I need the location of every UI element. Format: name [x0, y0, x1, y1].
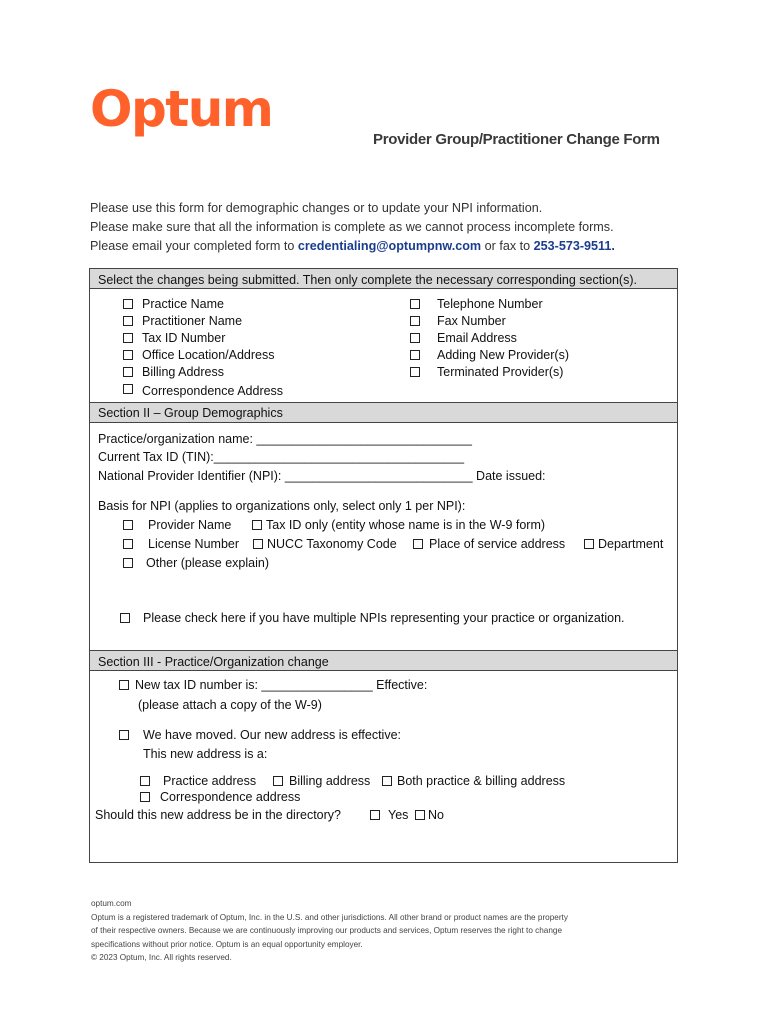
- intro-line-1: Please use this form for demographic changes or to update your NPI information.: [90, 201, 543, 215]
- label-fax-number: Fax Number: [437, 314, 506, 328]
- checkbox-new-tax-id[interactable]: [119, 680, 129, 690]
- label-other: Other (please explain): [146, 556, 269, 570]
- footer-specifications: specifications without prior notice. Optum is an equal opportunity employer.: [91, 939, 363, 949]
- label-provider-name: Provider Name: [148, 518, 232, 532]
- label-directory-no: No: [428, 808, 444, 822]
- label-terminated-provider: Terminated Provider(s): [437, 365, 564, 379]
- label-office-location: Office Location/Address: [142, 348, 275, 362]
- checkbox-license-number[interactable]: [123, 539, 133, 549]
- checkbox-office-location[interactable]: [123, 350, 133, 360]
- label-telephone-number: Telephone Number: [437, 297, 543, 311]
- footer-website[interactable]: optum.com: [91, 899, 132, 908]
- checkbox-other[interactable]: [123, 558, 133, 568]
- label-department: Department: [598, 537, 664, 551]
- directory-question: Should this new address be in the directory?: [95, 808, 341, 822]
- checkbox-practice-address[interactable]: [140, 776, 150, 786]
- label-email-address: Email Address: [437, 331, 517, 345]
- checkbox-we-have-moved[interactable]: [119, 730, 129, 740]
- intro-line-3-prefix: Please email your completed form to: [90, 239, 298, 253]
- label-correspondence-address: Correspondence Address: [142, 384, 284, 398]
- new-tax-id-field[interactable]: New tax ID number is: ________________ Effective:: [135, 678, 428, 692]
- footer-owners: of their respective owners. Because we are continuously improving our products and services, Optum reserves the right to change: [91, 926, 563, 936]
- checkbox-billing-address[interactable]: [123, 367, 133, 377]
- checkbox-practice-name[interactable]: [123, 299, 133, 309]
- label-license-number: License Number: [148, 537, 240, 551]
- label-correspondence-new: Correspondence address: [160, 790, 301, 804]
- checkbox-tax-id-number[interactable]: [123, 333, 133, 343]
- checkbox-practitioner-name[interactable]: [123, 316, 133, 326]
- checkbox-adding-new-provider[interactable]: [410, 350, 420, 360]
- form-box: [89, 268, 678, 863]
- section1-header: Select the changes being submitted. Then only complete the necessary corresponding section(s).: [90, 268, 677, 289]
- intro-line-3-mid: or fax to: [481, 239, 534, 253]
- form-title: Provider Group/Practitioner Change Form: [373, 131, 660, 148]
- checkbox-department[interactable]: [584, 539, 594, 549]
- checkbox-billing-address-new[interactable]: [273, 776, 283, 786]
- address-type-label: This new address is a:: [143, 747, 268, 761]
- section2-header: Section II – Group Demographics: [90, 402, 677, 423]
- checkbox-telephone-number[interactable]: [410, 299, 420, 309]
- label-practice-address: Practice address: [163, 774, 257, 788]
- checkbox-tax-id-only[interactable]: [252, 520, 262, 530]
- intro-text: [90, 199, 690, 256]
- label-adding-new-provider: Adding New Provider(s): [437, 348, 569, 362]
- practice-name-field[interactable]: Practice/organization name: _______________________________: [98, 432, 472, 446]
- label-billing-address: Billing Address: [142, 365, 224, 379]
- npi-field[interactable]: National Provider Identifier (NPI): ___________________________ Date issued:: [98, 469, 546, 483]
- we-have-moved-field[interactable]: We have moved. Our new address is effective:: [143, 728, 401, 742]
- checkbox-correspondence-new[interactable]: [140, 792, 150, 802]
- attach-w9-note: (please attach a copy of the W-9): [138, 698, 322, 712]
- checkbox-provider-name[interactable]: [123, 520, 133, 530]
- checkbox-nucc-taxonomy[interactable]: [253, 539, 263, 549]
- email-link[interactable]: credentialing@optumpnw.com: [297, 239, 482, 253]
- intro-line-2: Please make sure that all the information is complete as we cannot process incomplete forms.: [90, 220, 614, 234]
- label-billing-address-new: Billing address: [289, 774, 371, 788]
- label-practice-name: Practice Name: [142, 297, 224, 311]
- checkbox-terminated-provider[interactable]: [410, 367, 420, 377]
- label-tax-id-only: Tax ID only (entity whose name is in the W-9 form): [266, 518, 546, 532]
- section3-header: Section III - Practice/Organization change: [90, 650, 677, 671]
- footer: [91, 897, 651, 965]
- label-both-addresses: Both practice & billing address: [397, 774, 566, 788]
- label-multiple-npis: Please check here if you have multiple NPIs representing your practice or organization.: [143, 611, 625, 625]
- checkbox-multiple-npis[interactable]: [120, 613, 130, 623]
- checkbox-correspondence-address[interactable]: [123, 384, 133, 394]
- label-place-of-service: Place of service address: [429, 537, 566, 551]
- label-directory-yes: Yes: [388, 808, 409, 822]
- label-tax-id-number: Tax ID Number: [142, 331, 226, 345]
- checkbox-fax-number[interactable]: [410, 316, 420, 326]
- checkbox-both-addresses[interactable]: [382, 776, 392, 786]
- fax-number: 253-573-9511.: [533, 239, 615, 253]
- basis-for-npi-label: Basis for NPI (applies to organizations only, select only 1 per NPI):: [98, 499, 466, 513]
- checkbox-directory-no[interactable]: [415, 810, 425, 820]
- checkbox-directory-yes[interactable]: [370, 810, 380, 820]
- footer-copyright: © 2023 Optum, Inc. All rights reserved.: [91, 953, 232, 963]
- tax-id-field[interactable]: Current Tax ID (TIN):____________________________________: [98, 450, 465, 464]
- label-nucc-taxonomy: NUCC Taxonomy Code: [267, 537, 397, 551]
- checkbox-email-address[interactable]: [410, 333, 420, 343]
- label-practitioner-name: Practitioner Name: [142, 314, 243, 328]
- footer-trademark: Optum is a registered trademark of Optum, Inc. in the U.S. and other jurisdictions. All other brand or product names are the property: [91, 912, 568, 922]
- checkbox-place-of-service[interactable]: [413, 539, 423, 549]
- intro-line-3: [90, 237, 690, 256]
- optum-logo: Optum: [90, 80, 273, 138]
